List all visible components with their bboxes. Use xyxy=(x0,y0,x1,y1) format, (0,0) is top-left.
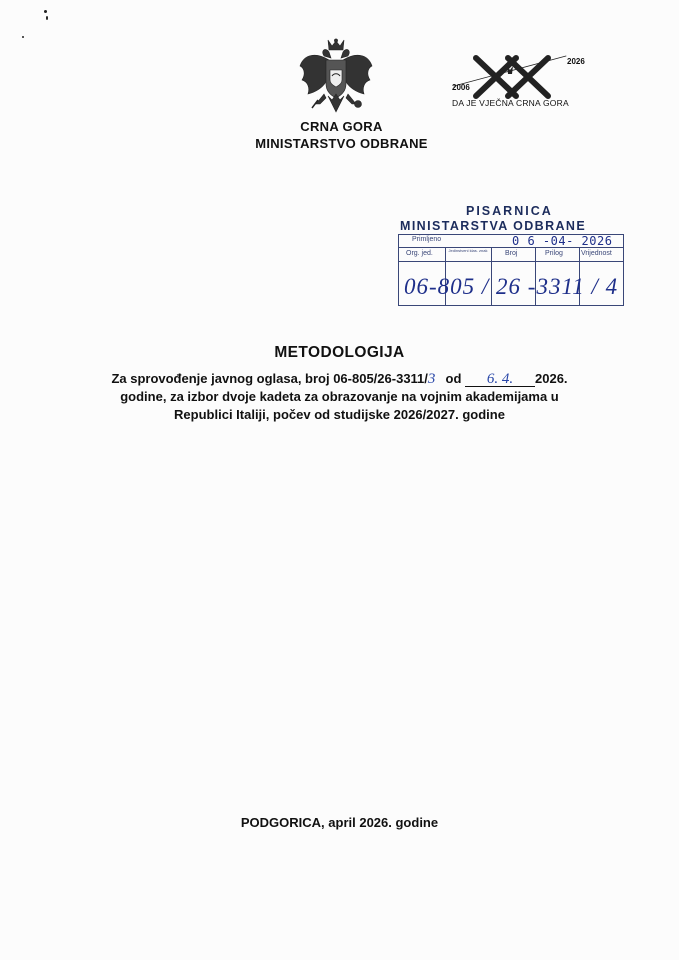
handwritten-act-number: 3 xyxy=(427,371,436,387)
handwritten-act-date: 6. 4. xyxy=(465,372,535,387)
stamp-registry-number: 06-805 / 26 -3311 / 4 xyxy=(404,274,619,299)
document-title: METODOLOGIJA xyxy=(274,344,405,361)
subtitle-text-year: 2026. xyxy=(535,371,568,386)
document-subtitle-line2: godine, za izbor dvoje kadeta za obrazovanje na vojnim akademijama u xyxy=(120,389,559,404)
header-ministry: MINISTARSTVO ODBRANE xyxy=(255,136,428,151)
coat-of-arms-icon xyxy=(296,38,376,116)
subtitle-text-pre: Za sprovođenje javnog oglasa, broj 06-805/26-3311/ xyxy=(111,371,428,386)
anniversary-tagline: DA JE VJEČNA CRNA GORA xyxy=(452,98,569,108)
document-place-date: PODGORICA, april 2026. godine xyxy=(240,815,439,830)
stamp-title-registry: PISARNICA xyxy=(466,204,553,218)
stamp-col-class: Jedinstveni klas. znak xyxy=(448,248,488,253)
header-country: CRNA GORA xyxy=(300,119,383,134)
scan-speck xyxy=(44,10,47,13)
stamp-received-date: 0 6 -04- 2026 xyxy=(512,234,613,248)
scan-speck xyxy=(46,16,48,20)
anniversary-year-start: 2006 xyxy=(452,83,470,92)
stamp-received-label: Primljeno xyxy=(412,236,442,243)
stamp-col-value: Vrijednost xyxy=(581,250,612,257)
document-subtitle-line1 xyxy=(0,371,679,388)
stamp-col-attachment: Prilog xyxy=(545,250,563,257)
stamp-title-ministry: MINISTARSTVA ODBRANE xyxy=(400,219,587,233)
stamp-col-org: Org. jed. xyxy=(406,250,433,257)
scan-speck xyxy=(22,36,24,38)
subtitle-text-mid: od xyxy=(441,371,466,386)
anniversary-year-end: 2026 xyxy=(567,57,585,66)
document-subtitle-line3: Republici Italiji, počev od studijske 2026/2027. godine xyxy=(174,407,505,422)
stamp-col-number: Broj xyxy=(505,250,518,257)
